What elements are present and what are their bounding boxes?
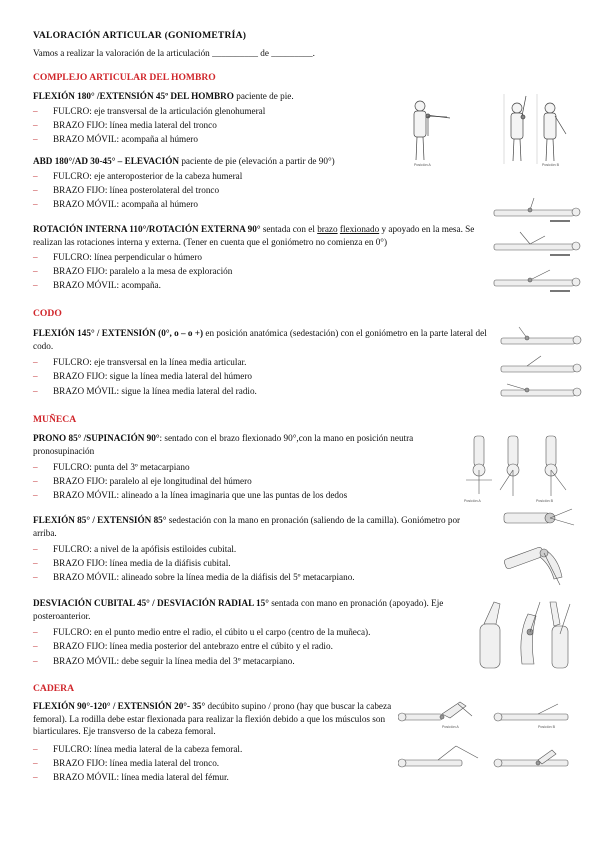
list-item (33, 627, 370, 637)
wrist-flexion-paragraph (33, 514, 478, 539)
bullet-text: BRAZO MÓVIL: línea media lateral del fémur. (53, 772, 229, 782)
wrist-flexion-illustration (500, 505, 580, 591)
section-heading-hip: CADERA (33, 683, 75, 694)
bullet-text: BRAZO FIJO: línea posterolateral del tronco (53, 185, 220, 195)
bullet-dash: – (33, 744, 38, 754)
bullet-dash: – (33, 772, 38, 782)
hip-figure-label-a: Posición A (442, 725, 459, 729)
bullet-dash: – (33, 357, 38, 367)
bullet-dash: – (33, 106, 38, 116)
hip-text: decúbito supino / prono (hay que buscar la cabeza femoral). La rodilla debe estar flexionada para realizar la flexión debido a que los músculos son biarticulares. Eje transverso de la cabeza femoral. (33, 701, 392, 737)
list-item (33, 656, 295, 666)
shoulder-figure-label-b: Posición B (542, 163, 559, 167)
shoulder-rotation-title: ROTACIÓN INTERNA 110°/ROTACIÓN EXTERNA 90° (33, 224, 261, 234)
bullet-text: BRAZO FIJO: paralelo a la mesa de exploración (53, 266, 233, 276)
list-item (33, 462, 190, 472)
bullet-text: FULCRO: línea media lateral de la cabeza femoral. (53, 744, 243, 754)
bullet-text: FULCRO: en el punto medio entre el radio, el cúbito u el carpo (centro de la muñeca). (53, 627, 371, 637)
bullet-text: FULCRO: eje anteroposterior de la cabeza humeral (53, 171, 243, 181)
bullet-dash: – (33, 656, 38, 666)
bullet-dash: – (33, 185, 38, 195)
list-item (33, 772, 229, 782)
list-item (33, 490, 347, 500)
bullet-text: BRAZO FIJO: línea media lateral del tronco. (53, 758, 220, 768)
bullet-text: FULCRO: eje transversal en la línea media articular. (53, 357, 247, 367)
bullet-dash: – (33, 280, 38, 290)
bullet-dash: – (33, 134, 38, 144)
document-title: VALORACIÓN ARTICULAR (GONIOMETRÍA) (33, 30, 247, 41)
wrist-pronation-title: PRONO 85° /SUPINACIÓN 90° (33, 433, 160, 443)
list-item (33, 106, 265, 116)
shoulder-rotation-text-a: sentada con el (260, 224, 318, 234)
bullet-dash: – (33, 544, 38, 554)
bullet-dash: – (33, 371, 38, 381)
bullet-dash: – (33, 386, 38, 396)
list-item (33, 544, 236, 554)
bullet-dash: – (33, 199, 38, 209)
bullet-dash: – (33, 266, 38, 276)
shoulder-flexion-illustration (392, 94, 574, 168)
bullet-text: BRAZO MÓVIL: debe seguir la línea media del 3º metacarpiano. (53, 656, 295, 666)
bullet-dash: – (33, 476, 38, 486)
wrist-figure-label-a: Posición A (464, 499, 481, 503)
list-item (33, 171, 242, 181)
hip-paragraph (33, 700, 393, 738)
intro-line: Vamos a realizar la valoración de la articulación __________ de _________. (33, 48, 315, 58)
list-item (33, 266, 232, 276)
list-item (33, 386, 257, 396)
list-item (33, 641, 333, 651)
shoulder-flexion-text: paciente de pie. (233, 91, 294, 101)
bullet-text: BRAZO MÓVIL: alineado sobre la línea media de la diáfisis del 5º metacarpiano. (53, 572, 355, 582)
list-item (33, 758, 219, 768)
shoulder-abduction-title: ABD 180°/AD 30-45° – ELEVACIÓN (33, 156, 180, 166)
wrist-deviation-title: DESVIACIÓN CUBITAL 45° / DESVIACIÓN RADIAL 15° (33, 598, 269, 608)
section-heading-shoulder: COMPLEJO ARTICULAR DEL HOMBRO (33, 72, 216, 83)
bullet-text: BRAZO FIJO: sigue la línea media lateral del húmero (53, 371, 253, 381)
list-item (33, 572, 355, 582)
bullet-text: BRAZO MÓVIL: acompaña al húmero (53, 199, 198, 209)
list-item (33, 134, 198, 144)
wrist-flexion-text: sedestación con la mano en pronación (saliendo de la camilla). Goniómetro por arriba. (33, 515, 461, 538)
elbow-illustration (497, 324, 587, 402)
bullet-text: BRAZO FIJO: línea media lateral del tronco (53, 120, 217, 130)
bullet-text: FULCRO: a nivel de la apófisis estiloides cubital. (53, 544, 237, 554)
wrist-deviation-illustration (470, 594, 576, 678)
shoulder-flexion-heading (33, 90, 363, 103)
bullet-dash: – (33, 558, 38, 568)
bullet-text: BRAZO FIJO: línea media posterior del antebrazo entre el cúbito y el radio. (53, 641, 333, 651)
wrist-figure-label-b: Posición B (536, 499, 553, 503)
bullet-dash: – (33, 627, 38, 637)
bullet-text: BRAZO FIJO: línea media de la diáfisis cubital. (53, 558, 231, 568)
shoulder-rotation-underline-1: brazo (317, 224, 338, 234)
bullet-dash: – (33, 641, 38, 651)
list-item (33, 185, 219, 195)
bullet-text: BRAZO MÓVIL: alineado a la línea imaginaria que une las puntas de los dedos (53, 490, 348, 500)
bullet-dash: – (33, 490, 38, 500)
elbow-text: en posición anatómica (sedestación) con el goniómetro en la parte lateral del codo. (33, 328, 487, 351)
bullet-dash: – (33, 120, 38, 130)
shoulder-figure-label-a: Posición A (414, 163, 431, 167)
shoulder-abduction-text: paciente de pie (elevación a partir de 90°) (179, 156, 335, 166)
wrist-pronation-illustration (460, 432, 576, 504)
elbow-paragraph (33, 327, 488, 352)
shoulder-rotation-text-b: y apoyado en la mesa. Se realizan las rotaciones interna y externa. (Tener en cuenta que el goniómetro no comienza en 0°) (33, 224, 475, 247)
shoulder-rotation-underline-2: flexionado (339, 224, 380, 234)
bullet-dash: – (33, 252, 38, 262)
list-item (33, 120, 217, 130)
wrist-flexion-title: FLEXIÓN 85° / EXTENSIÓN 85° (33, 515, 167, 525)
list-item (33, 199, 198, 209)
bullet-text: BRAZO MÓVIL: acompaña. (53, 280, 161, 290)
section-heading-wrist: MUÑECA (33, 414, 77, 425)
elbow-title: FLEXIÓN 145° / EXTENSIÓN (0°, o – o +) (33, 328, 204, 338)
hip-illustration (398, 698, 578, 784)
bullet-dash: – (33, 171, 38, 181)
list-item (33, 280, 161, 290)
section-heading-elbow: CODO (33, 308, 62, 319)
list-item (33, 371, 252, 381)
hip-title: FLEXIÓN 90°-120° / EXTENSIÓN 20°- 35° (33, 701, 206, 711)
bullet-text: BRAZO MÓVIL: acompaña al húmero (53, 134, 198, 144)
wrist-deviation-text: sentada con mano en pronación (apoyado). Eje posteroanterior. (33, 598, 444, 621)
list-item (33, 252, 202, 262)
list-item (33, 558, 231, 568)
bullet-text: FULCRO: punta del 3º metacarpiano (53, 462, 190, 472)
bullet-text: BRAZO MÓVIL: sigue la línea media lateral del radio. (53, 386, 257, 396)
wrist-pronation-paragraph (33, 432, 453, 457)
shoulder-flexion-title: FLEXIÓN 180° /EXTENSIÓN 45º DEL HOMBRO (33, 91, 234, 101)
bullet-dash: – (33, 462, 38, 472)
list-item (33, 357, 246, 367)
bullet-text: BRAZO FIJO: paralelo al eje longitudinal del húmero (53, 476, 252, 486)
shoulder-abduction-heading (33, 155, 393, 168)
list-item (33, 744, 242, 754)
shoulder-rotation-illustration (490, 196, 586, 298)
bullet-text: FULCRO: línea perpendicular o húmero (53, 252, 203, 262)
bullet-dash: – (33, 758, 38, 768)
wrist-pronation-text: : sentado con el brazo flexionado 90°,con la mano en posición neutra pronosupinación (33, 433, 414, 456)
shoulder-rotation-paragraph (33, 223, 488, 248)
bullet-text: FULCRO: eje transversal de la articulación glenohumeral (53, 106, 266, 116)
wrist-deviation-paragraph (33, 597, 478, 622)
list-item (33, 476, 252, 486)
bullet-dash: – (33, 572, 38, 582)
hip-figure-label-b: Posición B (538, 725, 555, 729)
